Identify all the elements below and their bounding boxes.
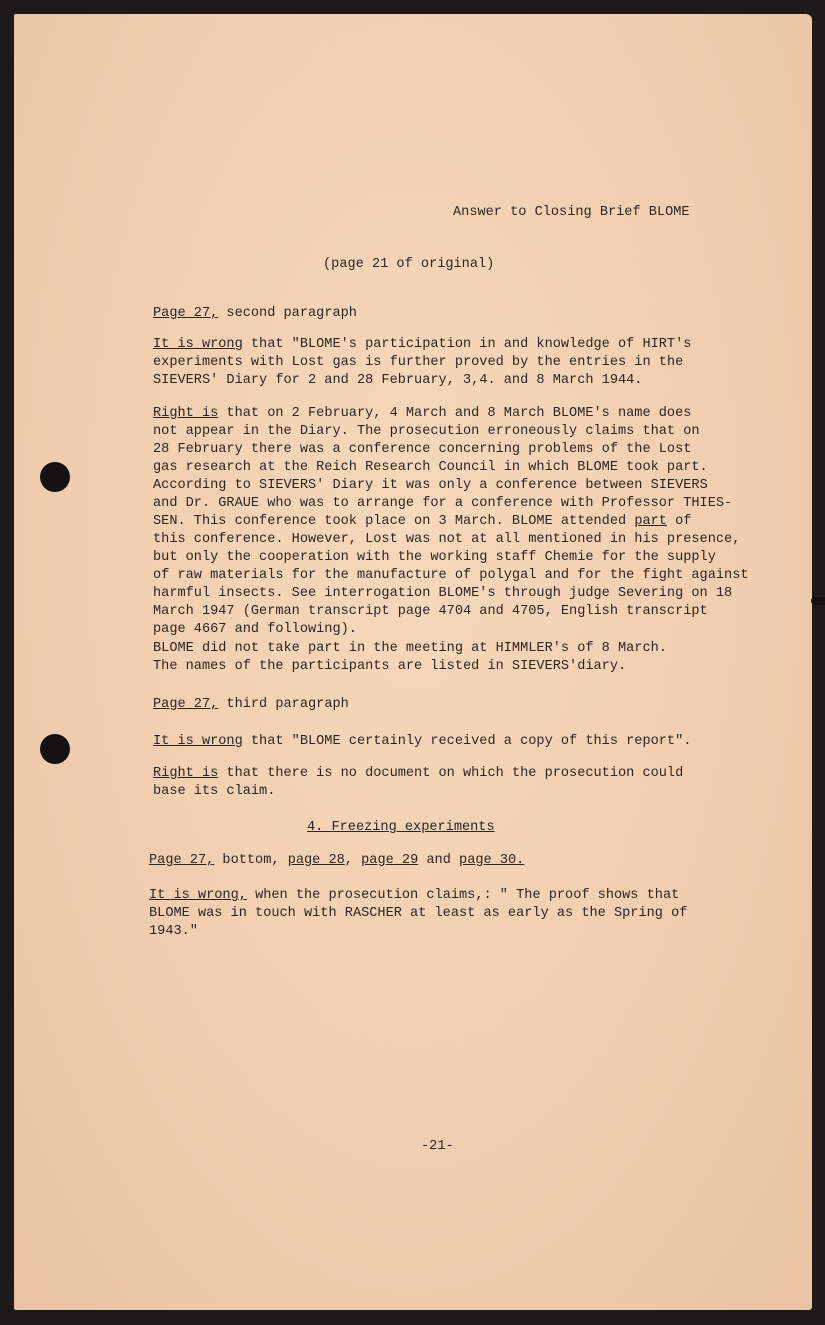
note-paragraph	[153, 640, 667, 676]
section-title: 4. Freezing experiments	[307, 820, 495, 835]
line-text: that there is no document on which the prosecution could	[218, 766, 684, 781]
wrong-claim-paragraph	[153, 733, 691, 751]
page-reference: Page 27,	[153, 306, 219, 321]
paragraph-line: this conference. However, Lost was not at all mentioned in his presence,	[153, 532, 741, 547]
heading-text: bottom,	[214, 853, 288, 868]
heading-text: and	[418, 853, 460, 868]
paragraph-line: page 4667 and following).	[153, 622, 357, 637]
section-heading	[153, 696, 349, 714]
paragraph-line: SIEVERS' Diary for 2 and 28 February, 3,4. and 8 March 1944.	[153, 373, 643, 388]
line-text: of	[666, 514, 692, 529]
paragraph-line: experiments with Lost gas is further proved by the entries in the	[153, 355, 684, 370]
paper-edge-tear	[811, 597, 825, 605]
paragraph-first-line	[153, 336, 691, 354]
rebuttal-paragraph	[153, 405, 749, 639]
paragraph-line: and Dr. GRAUE who was to arrange for a conference with Professor THIES-	[153, 496, 733, 511]
paragraph-line: of raw materials for the manufacture of polygal and for the fight against	[153, 568, 749, 583]
section-heading	[149, 852, 524, 870]
line-text: when the prosecution claims,: " The proof shows that	[246, 888, 680, 903]
page-reference: page 28	[287, 853, 345, 868]
paragraph-first-line	[149, 887, 687, 905]
paragraph-first-line	[153, 405, 749, 423]
page-reference: Page 27,	[149, 853, 215, 868]
paragraph-line	[153, 513, 749, 531]
punch-hole-bottom	[40, 734, 70, 764]
rebuttal-paragraph	[153, 765, 683, 801]
section-heading	[153, 305, 357, 323]
lead-phrase: It is wrong	[153, 734, 243, 749]
paragraph-line: 28 February there was a conference concerning problems of the Lost	[153, 442, 692, 457]
wrong-claim-paragraph	[149, 887, 687, 941]
page-number: -21-	[421, 1139, 454, 1154]
paragraph-line: The names of the participants are listed in SIEVERS'diary.	[153, 659, 627, 674]
paragraph-line: BLOME was in touch with RASCHER at least as early as the Spring of	[149, 906, 688, 921]
paragraph-first-line	[153, 765, 683, 783]
paragraph-line: According to SIEVERS' Diary it was only a conference between SIEVERS	[153, 478, 708, 493]
paragraph-line: BLOME did not take part in the meeting at HIMMLER's of 8 March.	[153, 641, 667, 656]
paragraph-line: not appear in the Diary. The prosecution erroneously claims that on	[153, 424, 700, 439]
paragraph-line: harmful insects. See interrogation BLOME's through judge Severing on 18	[153, 586, 733, 601]
lead-phrase: It is wrong,	[149, 888, 247, 903]
lead-phrase: Right is	[153, 406, 219, 421]
line-text: that "BLOME certainly received a copy of this report".	[242, 734, 692, 749]
page-reference: page 30.	[459, 853, 525, 868]
line-text: that "BLOME's participation in and knowledge of HIRT's	[242, 337, 692, 352]
heading-text: second paragraph	[218, 306, 357, 321]
paragraph-line: 1943."	[149, 924, 198, 939]
document-title: Answer to Closing Brief BLOME	[453, 205, 690, 220]
punch-hole-top	[40, 462, 70, 492]
line-text: SEN. This conference took place on 3 March. BLOME attended	[153, 514, 635, 529]
original-page-reference: (page 21 of original)	[323, 257, 495, 272]
heading-text: ,	[344, 853, 362, 868]
emphasis-word: part	[634, 514, 667, 529]
wrong-claim-paragraph	[153, 336, 691, 390]
lead-phrase: Right is	[153, 766, 219, 781]
paragraph-line: gas research at the Reich Research Council in which BLOME took part.	[153, 460, 708, 475]
heading-text: third paragraph	[218, 697, 349, 712]
paragraph-line: base its claim.	[153, 784, 276, 799]
line-text: that on 2 February, 4 March and 8 March BLOME's name does	[218, 406, 692, 421]
page-reference: page 29	[361, 853, 419, 868]
lead-phrase: It is wrong	[153, 337, 243, 352]
paragraph-line: March 1947 (German transcript page 4704 and 4705, English transcript	[153, 604, 708, 619]
page-reference: Page 27,	[153, 697, 219, 712]
paragraph-line: but only the cooperation with the working staff Chemie for the supply	[153, 550, 716, 565]
